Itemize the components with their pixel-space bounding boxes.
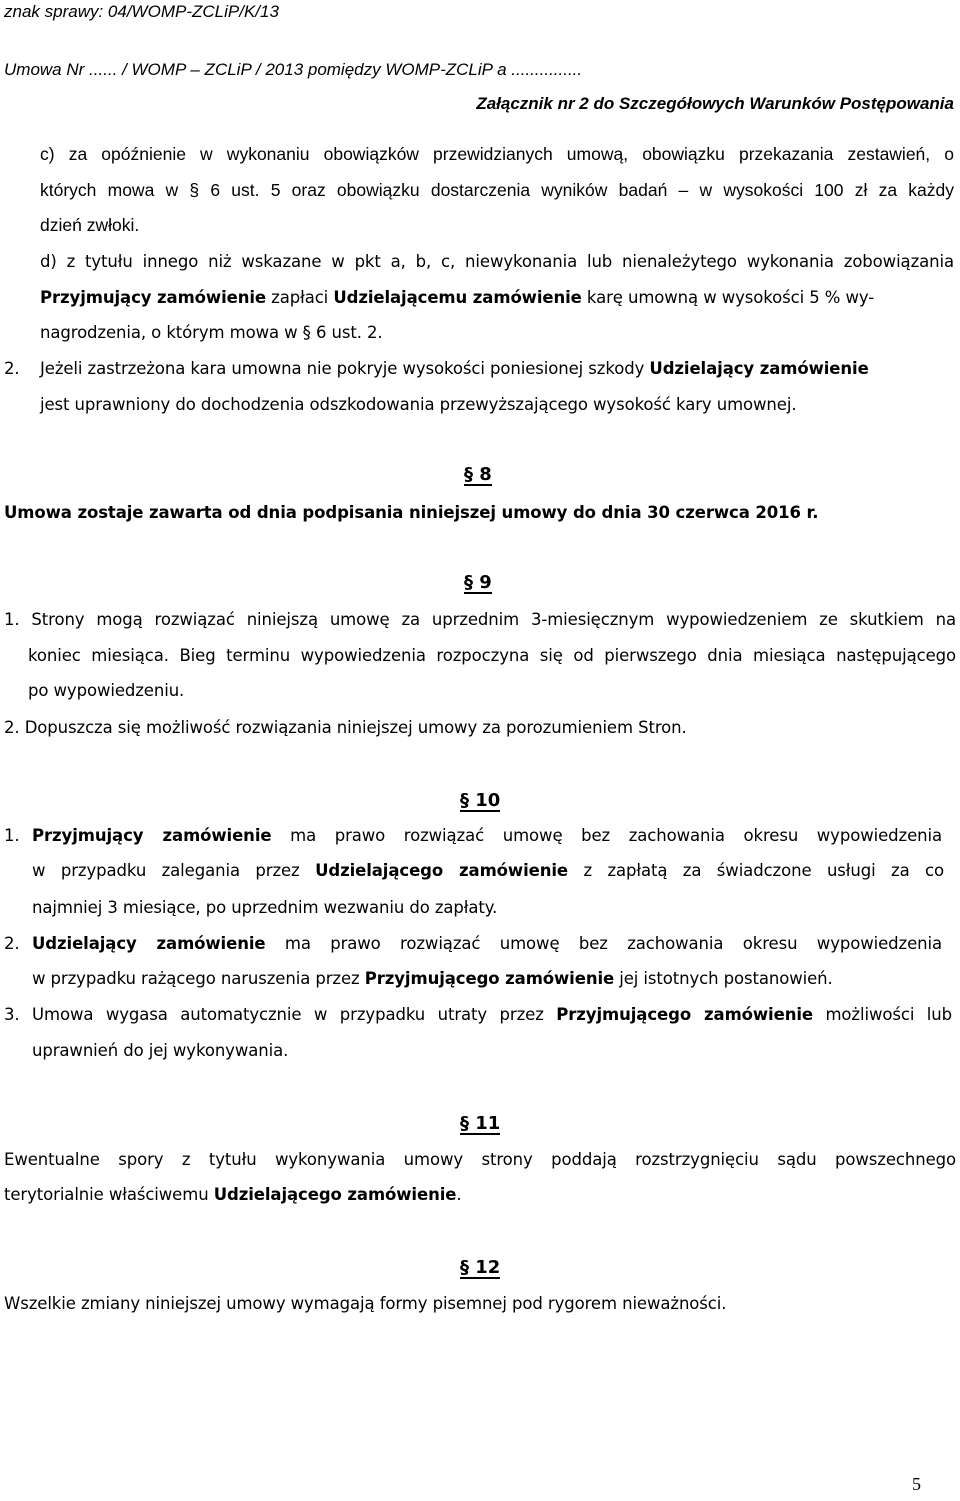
section-10-p2-number: 2. xyxy=(4,934,20,953)
point-2-line-1: Jeżeli zastrzeżona kara umowna nie pokryje wysokości poniesionej szkody Udzielający zamówienie xyxy=(40,359,869,378)
para-c-line-1: c) za opóźnienie w wykonaniu obowiązków przewidzianych umową, obowiązku przekazania zestawień, o xyxy=(40,144,954,164)
section-10-p2-line-1: Udzielający zamówienie ma prawo rozwiązać umowę bez zachowania okresu wypowiedzenia xyxy=(32,934,942,953)
section-9-p1-line-1: 1. Strony mogą rozwiązać niniejszą umowę za uprzednim 3-miesięcznym wypowiedzeniem ze skutkiem na xyxy=(4,610,956,629)
section-9-p1-line-3: po wypowiedzeniu. xyxy=(28,681,185,700)
page-number: 5 xyxy=(912,1474,921,1494)
case-number: znak sprawy: 04/WOMP-ZCLiP/K/13 xyxy=(4,2,279,21)
para-d-line-2: Przyjmujący zamówienie zapłaci Udzielającemu zamówienie karę umowną w wysokości 5 % wy- xyxy=(40,288,875,307)
section-9-heading: § 9 xyxy=(464,572,492,593)
party-contractor: Przyjmujący zamówienie xyxy=(40,288,267,307)
section-10-p1-line-3: najmniej 3 miesiące, po uprzednim wezwaniu do zapłaty. xyxy=(32,898,498,917)
point-2-line-2: jest uprawniony do dochodzenia odszkodowania przewyższającego wysokość kary umownej. xyxy=(40,395,797,414)
contract-reference: Umowa Nr ...... / WOMP – ZCLiP / 2013 pomiędzy WOMP-ZCLiP a ............... xyxy=(4,60,583,79)
party-client: Udzielający zamówienie xyxy=(649,359,869,378)
para-c-line-2: których mowa w § 6 ust. 5 oraz obowiązku dostarczenia wyników badań – w wysokości 100 zł za każdy xyxy=(40,180,954,200)
section-10-p1-number: 1. xyxy=(4,826,20,845)
section-11-heading: § 11 xyxy=(460,1113,501,1134)
section-9-p1-line-2: koniec miesiąca. Bieg terminu wypowiedzenia rozpoczyna się od pierwszego dnia miesiąca następującego xyxy=(28,646,956,665)
section-10-p1-line-1: Przyjmujący zamówienie ma prawo rozwiązać umowę bez zachowania okresu wypowiedzenia xyxy=(32,826,942,845)
para-d-line-3: nagrodzenia, o którym mowa w § 6 ust. 2. xyxy=(40,323,383,342)
section-12-heading: § 12 xyxy=(460,1257,501,1278)
point-2-number: 2. xyxy=(4,359,20,378)
annex-title: Załącznik nr 2 do Szczegółowych Warunków Postępowania xyxy=(476,94,954,113)
section-10-p1-line-2: w przypadku zalegania przez Udzielającego zamówienie z zapłatą za świadczone usługi za co xyxy=(32,861,945,880)
section-10-p3-line-2: uprawnień do jej wykonywania. xyxy=(32,1041,289,1060)
section-11-line-2: terytorialnie właściwemu Udzielającego zamówienie. xyxy=(4,1185,462,1204)
section-8-heading: § 8 xyxy=(464,464,492,485)
section-12-text: Wszelkie zmiany niniejszej umowy wymagają formy pisemnej pod rygorem nieważności. xyxy=(4,1294,727,1313)
section-10-heading: § 10 xyxy=(460,790,501,811)
section-10-p3-line-1: 3. Umowa wygasa automatycznie w przypadku utraty przez Przyjmującego zamówienie możliwości lub xyxy=(4,1005,952,1024)
section-10-p2-line-2: w przypadku rażącego naruszenia przez Przyjmującego zamówienie jej istotnych postanowień. xyxy=(32,969,833,988)
para-c-line-3: dzień zwłoki. xyxy=(40,215,140,235)
section-8-text: Umowa zostaje zawarta od dnia podpisania niniejszej umowy do dnia 30 czerwca 2016 r. xyxy=(4,503,819,522)
para-d-line-1: d) z tytułu innego niż wskazane w pkt a, b, c, niewykonania lub nienależytego wykonania zobowiązania xyxy=(40,252,954,271)
section-9-p2: 2. Dopuszcza się możliwość rozwiązania niniejszej umowy za porozumieniem Stron. xyxy=(4,718,687,737)
party-client: Udzielającemu zamówienie xyxy=(333,288,582,307)
section-11-line-1: Ewentualne spory z tytułu wykonywania umowy strony poddają rozstrzygnięciu sądu powszechnego xyxy=(4,1150,956,1169)
